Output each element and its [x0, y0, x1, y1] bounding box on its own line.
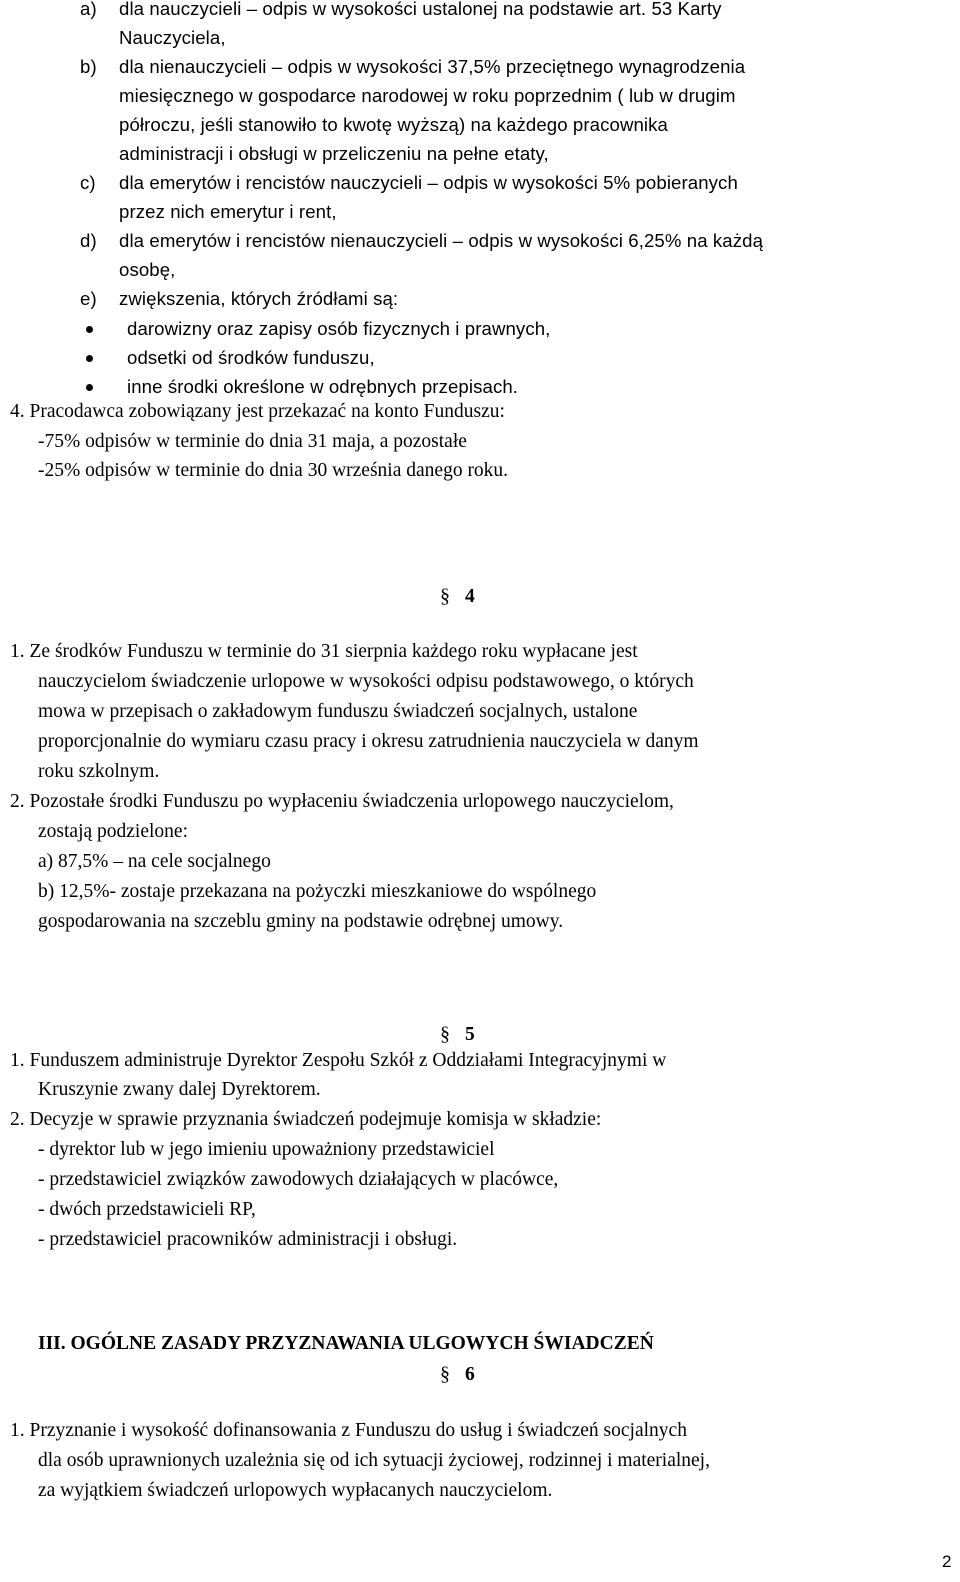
item-b-line3: półroczu, jeśli stanowiło to kwotę wyższą) na każdego pracownika	[119, 114, 668, 135]
item-b-line2: miesięcznego w gospodarce narodowej w roku poprzednim ( lub w drugim	[119, 85, 736, 106]
sec5-p2-line2: - dyrektor lub w jego imieniu upoważniony przedstawiciel	[38, 1139, 495, 1160]
point4-line3: -25% odpisów w terminie do dnia 30 września danego roku.	[38, 460, 509, 481]
sec4-p1-line2: nauczycielom świadczenie urlopowe w wysokości odpisu podstawowego, o których	[38, 671, 694, 692]
item-b-line4: administracji i obsługi w przeliczeniu na pełne etaty,	[119, 143, 549, 164]
sec6-p1-line3: za wyjątkiem świadczeń urlopowych wypłacanych nauczycielom.	[38, 1480, 553, 1501]
point4-line1: 4. Pracodawca zobowiązany jest przekazać na konto Funduszu:	[10, 401, 505, 422]
section-6-number: 6	[465, 1364, 475, 1385]
sec4-p1-line1: 1. Ze środków Funduszu w terminie do 31 sierpnia każdego roku wypłacane jest	[10, 641, 638, 662]
bullet-dot-icon	[86, 355, 93, 362]
chapter-heading: III. OGÓLNE ZASADY PRZYZNAWANIA ULGOWYCH ŚWIADCZEŃ	[38, 1333, 654, 1354]
sec4-p2-line3: a) 87,5% – na cele socjalnego	[38, 851, 271, 872]
bullet-dot-icon	[86, 326, 93, 333]
sec4-p1-line3: mowa w przepisach o zakładowym funduszu świadczeń socjalnych, ustalone	[38, 701, 638, 722]
item-e-line1: zwiększenia, których źródłami są:	[119, 288, 399, 309]
item-a-line1: dla nauczycieli – odpis w wysokości ustalonej na podstawie art. 53 Karty	[119, 0, 722, 19]
section-symbol: §	[440, 1363, 450, 1385]
page-number: 2	[942, 1552, 952, 1571]
sec4-p2-line5: gospodarowania na szczeblu gminy na podstawie odrębnej umowy.	[38, 911, 564, 932]
section-5-number: 5	[465, 1024, 475, 1045]
bullet-item-2: odsetki od środków funduszu,	[127, 347, 375, 368]
bullet-item-1: darowizny oraz zapisy osób fizycznych i prawnych,	[127, 318, 551, 339]
item-a-label: a)	[80, 0, 97, 19]
sec4-p1-line4: proporcjonalnie do wymiaru czasu pracy i okresu zatrudnienia nauczyciela w danym	[38, 731, 699, 752]
item-d-label: d)	[80, 230, 97, 251]
bullet-item-3: inne środki określone w odrębnych przepisach.	[127, 376, 519, 397]
sec6-p1-line2: dla osób uprawnionych uzależnia się od ich sytuacji życiowej, rodzinnej i materialnej,	[38, 1450, 710, 1471]
point4-line2: -75% odpisów w terminie do dnia 31 maja, a pozostałe	[38, 431, 467, 452]
sec4-p2-line2: zostają podzielone:	[38, 821, 188, 842]
item-c-line2: przez nich emerytur i rent,	[119, 201, 337, 222]
sec4-p2-line4: b) 12,5%- zostaje przekazana na pożyczki mieszkaniowe do wspólnego	[38, 881, 597, 902]
section-4-number: 4	[465, 586, 475, 607]
item-b-label: b)	[80, 56, 97, 77]
item-c-line1: dla emerytów i rencistów nauczycieli – odpis w wysokości 5% pobieranych	[119, 172, 738, 193]
sec5-p2-line4: - dwóch przedstawicieli RP,	[38, 1199, 256, 1220]
sec6-p1-line1: 1. Przyznanie i wysokość dofinansowania z Funduszu do usług i świadczeń socjalnych	[10, 1420, 687, 1441]
item-e-label: e)	[80, 288, 97, 309]
sec5-p1-line1: 1. Funduszem administruje Dyrektor Zespołu Szkół z Oddziałami Integracyjnymi w	[10, 1050, 667, 1071]
item-c-label: c)	[80, 172, 96, 193]
sec4-p2-line1: 2. Pozostałe środki Funduszu po wypłaceniu świadczenia urlopowego nauczycielom,	[10, 791, 674, 812]
item-a-line2: Nauczyciela,	[119, 27, 226, 48]
sec5-p2-line1: 2. Decyzje w sprawie przyznania świadczeń podejmuje komisja w składzie:	[10, 1109, 602, 1130]
sec5-p1-line2: Kruszynie zwany dalej Dyrektorem.	[38, 1079, 321, 1100]
item-b-line1: dla nienauczycieli – odpis w wysokości 37,5% przeciętnego wynagrodzenia	[119, 56, 746, 77]
section-symbol: §	[440, 1023, 450, 1045]
bullet-dot-icon	[86, 384, 93, 391]
sec5-p2-line5: - przedstawiciel pracowników administracji i obsługi.	[38, 1229, 458, 1250]
item-d-line1: dla emerytów i rencistów nienauczycieli – odpis w wysokości 6,25% na każdą	[119, 230, 764, 251]
item-d-line2: osobę,	[119, 259, 176, 280]
sec4-p1-line5: roku szkolnym.	[38, 761, 160, 782]
sec5-p2-line3: - przedstawiciel związków zawodowych działających w placówce,	[38, 1169, 559, 1190]
section-symbol: §	[440, 585, 450, 607]
